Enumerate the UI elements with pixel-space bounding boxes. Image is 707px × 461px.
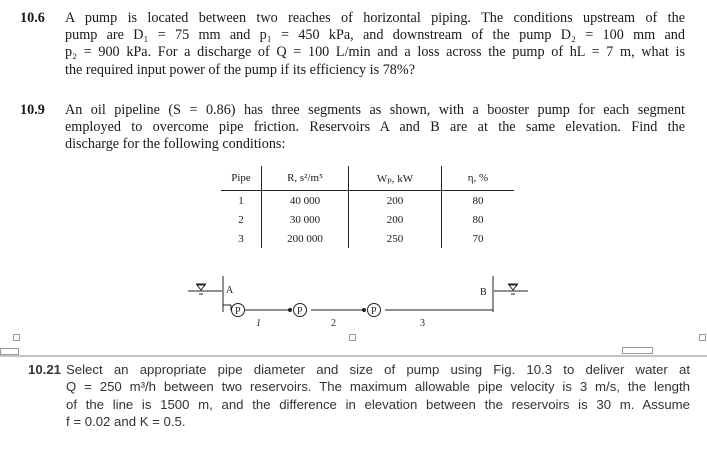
text-line: Q = 250 m³/h between two reservoirs. The maximum allowable pipe velocity is 3 m/s, the length xyxy=(66,379,690,395)
header-resistance: R, s²/m⁵ xyxy=(262,166,349,191)
table-cell: 200 xyxy=(349,191,442,211)
pump-label: P xyxy=(371,306,377,317)
text-line: p₂ = 900 kPa. For a discharge of Q = 100 L/min and a loss across the pump of hL = 7 m, what is xyxy=(65,44,685,61)
table-row xyxy=(221,229,514,248)
text-line: employed to overcome pipe friction. Reservoirs A and B are at the same elevation. Find the xyxy=(65,119,685,136)
pump-label: P xyxy=(297,306,303,317)
water-level-icon xyxy=(197,285,205,290)
pipeline-diagram xyxy=(0,270,707,336)
text-line: pump are D₁ = 75 mm and p₁ = 450 kPa, and downstream of the pump D₂ = 100 mm and xyxy=(65,27,685,44)
problem-10-9 xyxy=(20,102,685,162)
table-cell: 2 xyxy=(221,210,262,229)
reservoir-a-label: A xyxy=(226,285,234,296)
table-header-row xyxy=(221,166,514,191)
problem-text xyxy=(66,361,690,430)
problem-number: 10.21 xyxy=(28,362,62,377)
pump-label: P xyxy=(235,306,241,317)
problem-10-6 xyxy=(20,10,685,80)
table-cell: 80 xyxy=(472,194,484,207)
text-line: of the line is 1500 m, and the difference in elevation between the reservoirs is 30 m. Assume xyxy=(66,396,690,412)
handle-icon[interactable] xyxy=(700,335,706,341)
problem-text xyxy=(65,102,685,154)
header-power: Wₚ, kW xyxy=(349,166,442,191)
handle-icon[interactable] xyxy=(350,335,356,341)
handle-icon[interactable] xyxy=(1,349,19,355)
selection-handles xyxy=(0,330,707,364)
table-row xyxy=(221,191,514,211)
segment-label-3: 3 xyxy=(420,318,425,329)
text-line: the required input power of the pump if its efficiency is 78%? xyxy=(65,61,415,78)
problem-text xyxy=(65,10,685,79)
table-row xyxy=(221,210,514,229)
conditions-table xyxy=(221,166,514,248)
water-level-icon xyxy=(509,285,517,290)
segment-label-1: 1 xyxy=(256,318,261,329)
text-line: Select an appropriate pipe diameter and size of pump using Fig. 10.3 to deliver water at xyxy=(66,362,690,377)
table-cell: 1 xyxy=(221,191,262,211)
problem-10-21 xyxy=(28,361,690,441)
table-cell: 250 xyxy=(349,229,442,248)
table-cell: 3 xyxy=(221,229,262,248)
header-pipe: Pipe xyxy=(221,166,262,191)
table-cell: 80 xyxy=(472,213,484,226)
handle-icon[interactable] xyxy=(623,348,653,354)
text-line: A pump is located between two reaches of horizontal piping. The conditions upstream of the xyxy=(65,10,685,26)
table-cell: 30 000 xyxy=(262,210,349,229)
table-cell: 200 xyxy=(349,210,442,229)
table-cell: 40 000 xyxy=(262,191,349,211)
text-line: An oil pipeline (S = 0.86) has three segments as shown, with a booster pump for each segment xyxy=(65,102,685,118)
table-cell: 70 xyxy=(472,232,484,245)
reservoir-b-label: B xyxy=(480,287,487,298)
table-cell: 200 000 xyxy=(262,229,349,248)
text-line: f = 0.02 and K = 0.5. xyxy=(66,413,186,429)
handle-icon[interactable] xyxy=(14,335,20,341)
text-line: discharge for the following conditions: xyxy=(65,136,286,153)
problem-number: 10.6 xyxy=(20,10,45,26)
problem-number: 10.9 xyxy=(20,102,45,118)
segment-label-2: 2 xyxy=(331,318,336,329)
header-efficiency: η, % xyxy=(442,166,515,191)
